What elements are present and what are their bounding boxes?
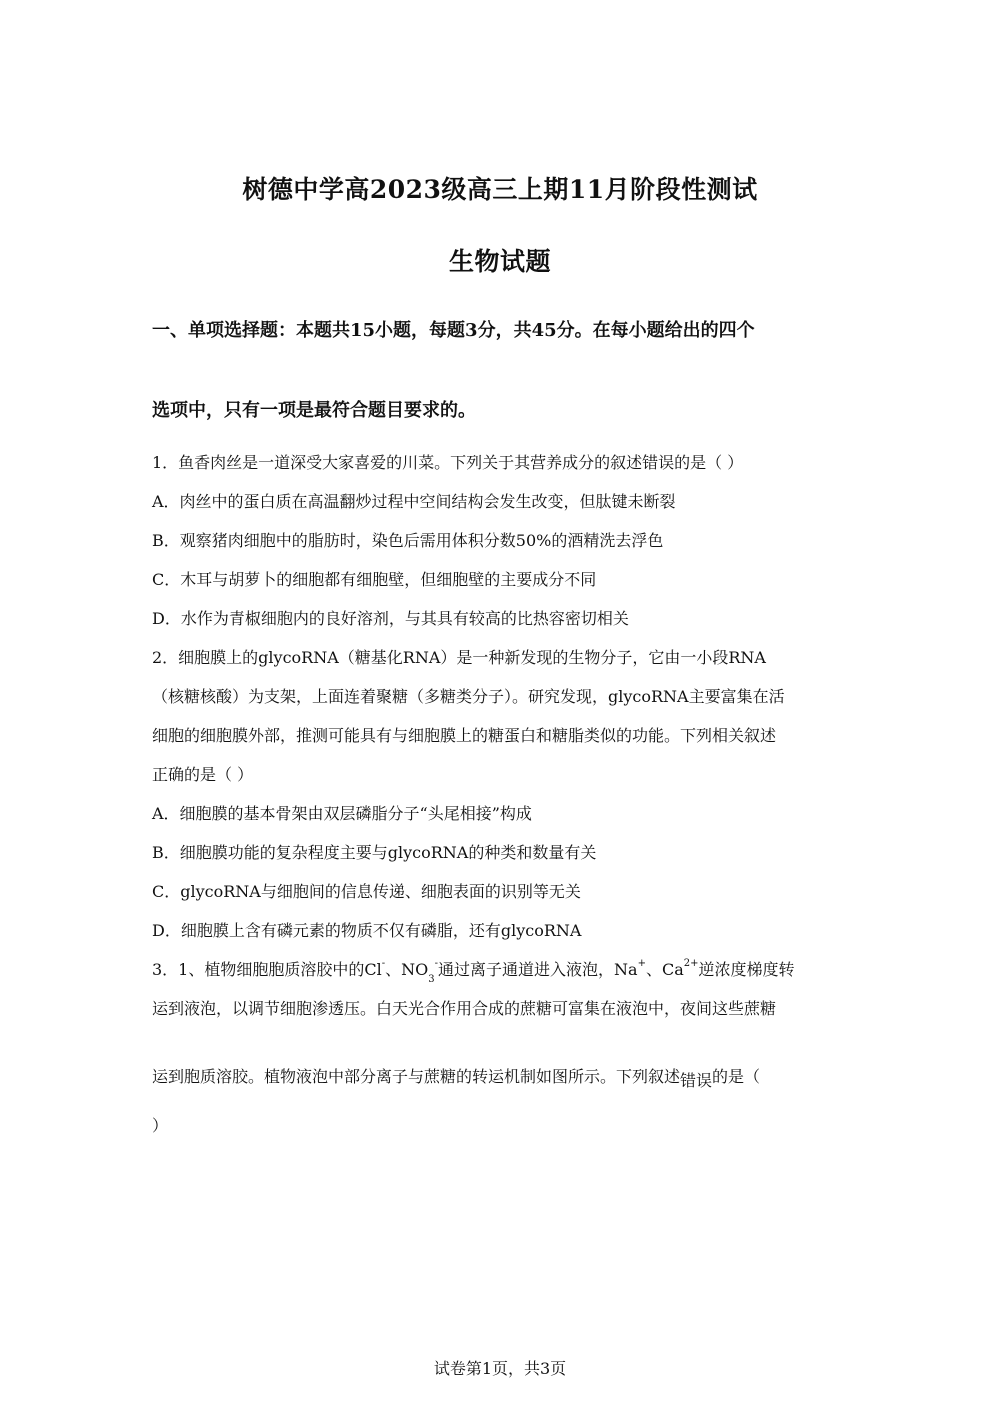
q2-stem-line-3: 细胞的细胞膜外部，推测可能具有与细胞膜上的糖蛋白和糖脂类似的功能。下列相关叙述 [152, 726, 777, 745]
q3-stem-line-1 [152, 957, 872, 986]
section-heading-line-2: 选项中，只有一项是最符合题目要求的。 [152, 400, 476, 421]
exam-title: 树德中学高2023级高三上期11月阶段性测试 [242, 175, 758, 204]
q2-option-c: C．glycoRNA与细胞间的信息传递、细胞表面的识别等无关 [152, 882, 581, 901]
q1-stem: 1．鱼香肉丝是一道深受大家喜爱的川菜。下列关于其营养成分的叙述错误的是（ ） [152, 453, 744, 472]
q2-option-b: B．细胞膜功能的复杂程度主要与glycoRNA的种类和数量有关 [152, 843, 597, 862]
sodium-charge: + [637, 957, 646, 969]
nitrate-charge: - [434, 957, 439, 969]
q2-stem-line-2: （核糖核酸）为支架，上面连着聚糖（多糖类分子）。研究发现，glycoRNA主要富集在活 [152, 687, 785, 706]
nitrate-subscript: 3 [428, 974, 435, 986]
emphasis-wrong: 错误 [680, 1071, 713, 1090]
q1-option-b: B．观察猪肉细胞中的脂肪时，染色后需用体积分数50%的酒精洗去浮色 [152, 531, 664, 550]
q1-option-c: C．木耳与胡萝卜的细胞都有细胞壁，但细胞壁的主要成分不同 [152, 570, 597, 589]
q3-text-part: 通过离子通道进入液泡，Na [438, 960, 638, 979]
q2-option-a: A．细胞膜的基本骨架由双层磷脂分子“头尾相接”构成 [152, 804, 532, 823]
page-footer: 试卷第1页，共3页 [433, 1359, 567, 1378]
q3-text-part: 逆浓度梯度转 [698, 960, 795, 979]
q1-option-d: D．水作为青椒细胞内的良好溶剂，与其具有较高的比热容密切相关 [152, 609, 629, 628]
q3-text-part: 运到胞质溶胶。植物液泡中部分离子与蔗糖的转运机制如图所示。下列叙述 [152, 1067, 681, 1086]
q3-text-part: 、NO [385, 960, 429, 979]
q3-text-part: 3．1、植物细胞胞质溶胶中的Cl [152, 960, 382, 979]
calcium-charge: 2+ [683, 957, 699, 969]
q2-stem-line-1: 2．细胞膜上的glycoRNA（糖基化RNA）是一种新发现的生物分子，它由一小段RNA [152, 648, 766, 667]
q2-stem-line-4: 正确的是（ ） [152, 765, 254, 784]
q3-text-part: 的是（ [712, 1067, 761, 1086]
section-heading-line-1: 一、单项选择题：本题共15小题，每题3分，共45分。在每小题给出的四个 [152, 320, 755, 341]
chloride-charge: - [381, 957, 386, 969]
q1-option-a: A．肉丝中的蛋白质在高温翻炒过程中空间结构会发生改变，但肽键未断裂 [152, 492, 676, 511]
subject-title: 生物试题 [448, 247, 551, 276]
q3-stem-line-4: ） [152, 1116, 169, 1135]
q2-option-d: D．细胞膜上含有磷元素的物质不仅有磷脂，还有glycoRNA [152, 921, 582, 940]
q3-stem-line-3 [152, 1064, 872, 1090]
q3-stem-line-2: 运到液泡，以调节细胞渗透压。白天光合作用合成的蔗糖可富集在液泡中，夜间这些蔗糖 [152, 999, 777, 1018]
q3-text-part: 、Ca [645, 960, 684, 979]
